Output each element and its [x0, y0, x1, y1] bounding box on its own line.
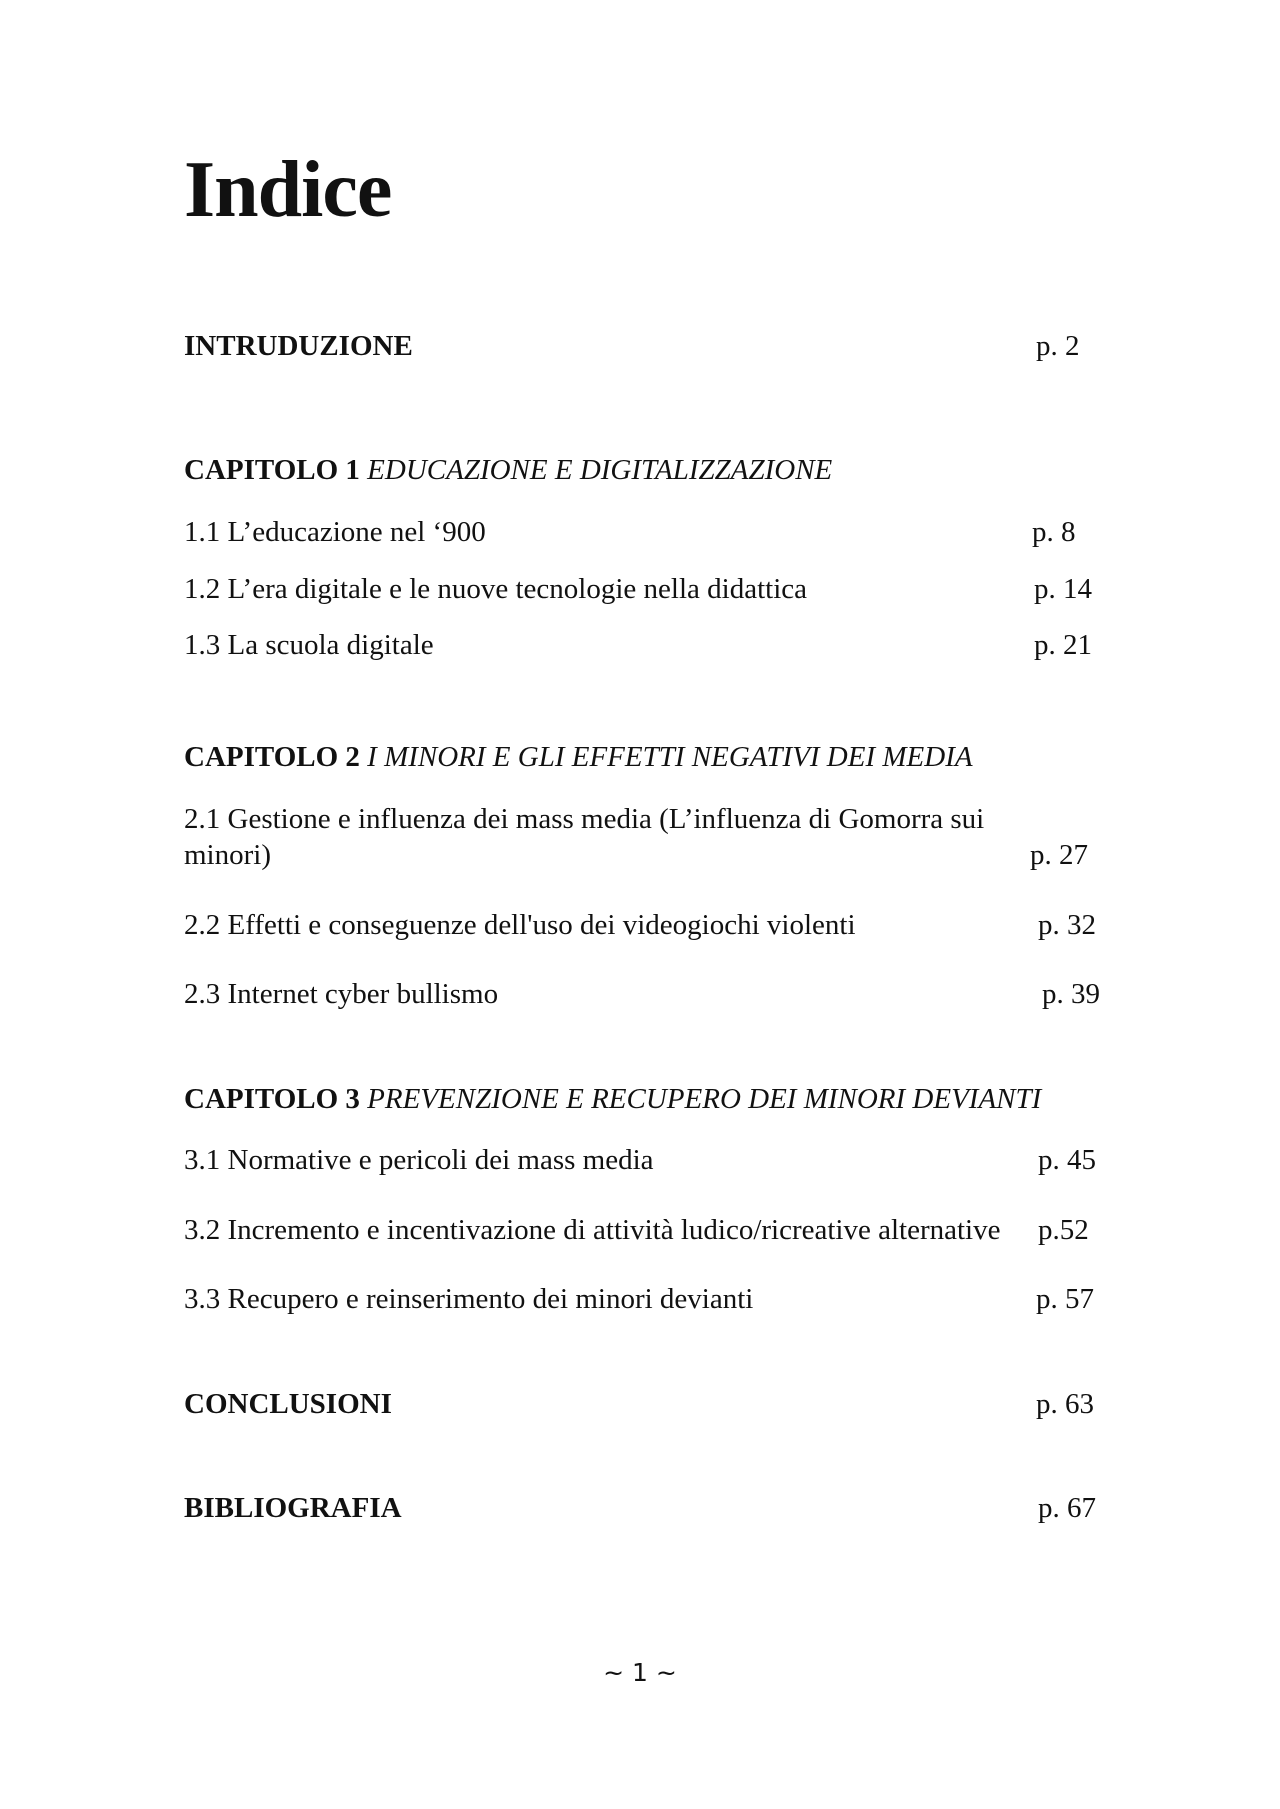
toc-entry-bibliography: BIBLIOGRAFIA — [184, 1492, 402, 1524]
chapter-3-heading — [184, 1082, 1041, 1116]
toc-page-conclusions: p. 63 — [1036, 1388, 1094, 1420]
chapter-1-label: CAPITOLO 1 — [184, 454, 360, 486]
toc-page-1-1: p. 8 — [1032, 516, 1076, 548]
toc-page-1-2: p. 14 — [1034, 573, 1092, 605]
page-title: Indice — [184, 146, 392, 234]
toc-page-2-1: p. 27 — [1030, 839, 1088, 871]
toc-section-2-1-line1: 2.1 Gestione e influenza dei mass media (L’influenza di Gomorra sui — [184, 803, 985, 835]
toc-page-1-3: p. 21 — [1034, 629, 1092, 661]
toc-section-2-3: 2.3 Internet cyber bullismo — [184, 978, 499, 1010]
toc-page-3-2: p.52 — [1038, 1214, 1089, 1246]
chapter-2-heading — [184, 740, 973, 774]
chapter-1-subtitle: EDUCAZIONE E DIGITALIZZAZIONE — [367, 454, 833, 486]
chapter-1-heading — [184, 453, 832, 487]
toc-page-3-1: p. 45 — [1038, 1144, 1096, 1176]
chapter-2-subtitle: I MINORI E GLI EFFETTI NEGATIVI DEI MEDIA — [367, 741, 973, 773]
toc-section-2-1-line2: minori) — [184, 839, 271, 871]
toc-section-2-2: 2.2 Effetti e conseguenze dell'uso dei videogiochi violenti — [184, 909, 856, 941]
toc-section-1-1: 1.1 L’educazione nel ‘900 — [184, 516, 486, 548]
toc-section-1-3: 1.3 La scuola digitale — [184, 629, 434, 661]
toc-section-3-1: 3.1 Normative e pericoli dei mass media — [184, 1144, 654, 1176]
chapter-2-label: CAPITOLO 2 — [184, 741, 360, 773]
toc-page-2-3: p. 39 — [1042, 978, 1100, 1010]
chapter-3-label: CAPITOLO 3 — [184, 1083, 360, 1115]
toc-section-1-2: 1.2 L’era digitale e le nuove tecnologie nella didattica — [184, 573, 807, 605]
toc-page-introduction: p. 2 — [1036, 330, 1080, 362]
chapter-3-subtitle: PREVENZIONE E RECUPERO DEI MINORI DEVIANTI — [367, 1083, 1042, 1115]
toc-page-2-2: p. 32 — [1038, 909, 1096, 941]
toc-entry-introduction: INTRUDUZIONE — [184, 330, 413, 362]
toc-entry-conclusions: CONCLUSIONI — [184, 1388, 392, 1420]
toc-page-bibliography: p. 67 — [1038, 1492, 1096, 1524]
toc-section-3-3: 3.3 Recupero e reinserimento dei minori devianti — [184, 1283, 754, 1315]
page-number-footer: ~ 1 ~ — [603, 1658, 677, 1687]
toc-page-3-3: p. 57 — [1036, 1283, 1094, 1315]
toc-section-3-2: 3.2 Incremento e incentivazione di attività ludico/ricreative alternative — [184, 1214, 1001, 1246]
